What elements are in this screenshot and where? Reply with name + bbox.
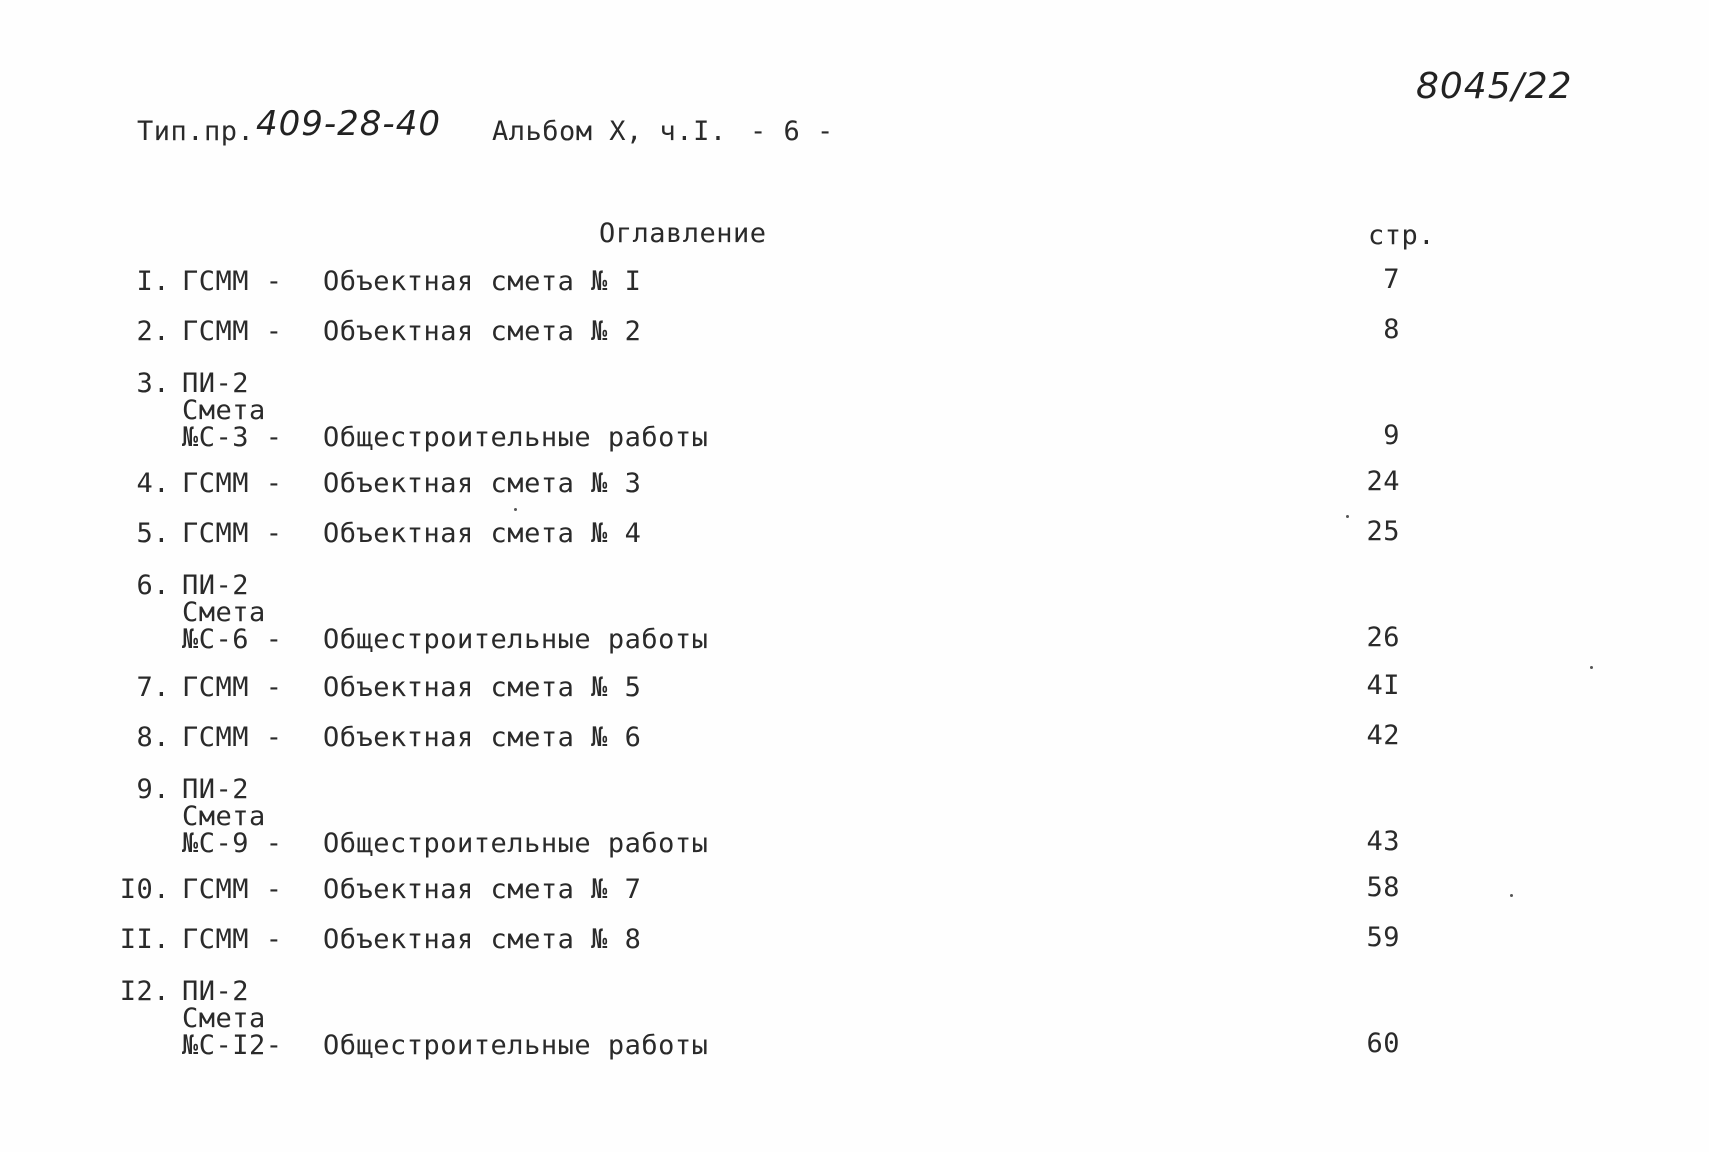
- toc-entry-code-line: №С-I2-: [182, 1030, 283, 1061]
- toc-entry-code-line: №С-9 -: [182, 828, 283, 859]
- toc-entry-code-line: №С-6 -: [182, 624, 283, 655]
- toc-entry-page: 4I: [1366, 670, 1400, 701]
- toc-entry-page: 7: [1383, 264, 1400, 295]
- toc-entry-code-line: Смета: [182, 1003, 266, 1034]
- toc-entry-code-line: ГСММ -: [182, 468, 283, 499]
- project-number-handwritten: 409-28-40: [256, 104, 441, 144]
- toc-entry-title: Объектная смета № 6: [323, 722, 642, 753]
- toc-entry-number: II.: [119, 924, 170, 955]
- toc-entry-page: 60: [1366, 1028, 1400, 1059]
- toc-entry-page: 58: [1366, 872, 1400, 903]
- toc-entry-title: Объектная смета № 3: [323, 468, 642, 499]
- toc-entry-title: Объектная смета № 5: [323, 672, 642, 703]
- toc-entry-code-line: ПИ-2: [182, 368, 250, 399]
- album-label: Альбом X, ч.I.: [492, 116, 727, 147]
- toc-entry-code-line: ГСММ -: [182, 874, 283, 905]
- toc-entry-code: [182, 370, 302, 451]
- toc-entry-title: Общестроительные работы: [323, 624, 709, 655]
- toc-entry-number: I0.: [119, 874, 170, 905]
- toc-entry-code-line: ГСММ -: [182, 266, 283, 297]
- toc-entry-title: Общестроительные работы: [323, 828, 709, 859]
- toc-entry-page: 8: [1383, 314, 1400, 345]
- toc-entry-number: 9.: [136, 774, 170, 805]
- toc-entry-title: Объектная смета № 7: [323, 874, 642, 905]
- page-column-label: стр.: [1368, 220, 1436, 251]
- toc-entry-page: 42: [1366, 720, 1400, 751]
- toc-entry-code-line: ГСММ -: [182, 722, 283, 753]
- toc-entry-code: [182, 572, 302, 653]
- toc-entry-code-line: Смета: [182, 801, 266, 832]
- toc-entry-number: I.: [136, 266, 170, 297]
- toc-entry-code: [182, 978, 302, 1059]
- project-prefix: Тип.пр.: [137, 116, 255, 147]
- toc-entry-code: [182, 470, 302, 497]
- scan-speck: [1346, 515, 1349, 518]
- toc-entry-page: 25: [1366, 516, 1400, 547]
- toc-entry-code: [182, 268, 302, 295]
- toc-entry-page: 26: [1366, 622, 1400, 653]
- toc-entry-number: 3.: [136, 368, 170, 399]
- toc-entry-code: [182, 926, 302, 953]
- toc-entry-code: [182, 318, 302, 345]
- toc-entry-title: Объектная смета № 2: [323, 316, 642, 347]
- scan-speck: [1510, 894, 1513, 897]
- toc-entry-number: 5.: [136, 518, 170, 549]
- toc-entry-page: 43: [1366, 826, 1400, 857]
- toc-entry-code-line: ПИ-2: [182, 570, 250, 601]
- toc-entry-page: 59: [1366, 922, 1400, 953]
- toc-entry-number: 8.: [136, 722, 170, 753]
- toc-entry-code: [182, 776, 302, 857]
- toc-entry-page: 24: [1366, 466, 1400, 497]
- toc-entry-code: [182, 724, 302, 751]
- toc-entry-number: I2.: [119, 976, 170, 1007]
- toc-entry-title: Объектная смета № 8: [323, 924, 642, 955]
- scan-speck: [514, 508, 517, 511]
- toc-entry-code-line: Смета: [182, 597, 266, 628]
- toc-entry-number: 6.: [136, 570, 170, 601]
- scan-speck: [1590, 666, 1593, 669]
- toc-entry-code-line: Смета: [182, 395, 266, 426]
- toc-entry-title: Общестроительные работы: [323, 422, 709, 453]
- toc-entry-number: 4.: [136, 468, 170, 499]
- toc-entry-code: [182, 520, 302, 547]
- toc-entry-code-line: №С-3 -: [182, 422, 283, 453]
- toc-entry-number: 2.: [136, 316, 170, 347]
- toc-entry-page: 9: [1383, 420, 1400, 451]
- toc-entry-title: Объектная смета № I: [323, 266, 642, 297]
- toc-entry-code-line: ПИ-2: [182, 976, 250, 1007]
- toc-entry-code-line: ГСММ -: [182, 672, 283, 703]
- toc-entry-code-line: ПИ-2: [182, 774, 250, 805]
- toc-entry-code-line: ГСММ -: [182, 316, 283, 347]
- toc-entry-code-line: ГСММ -: [182, 924, 283, 955]
- toc-entry-code-line: ГСММ -: [182, 518, 283, 549]
- toc-entry-number: 7.: [136, 672, 170, 703]
- page-number-label: - 6 -: [750, 116, 834, 147]
- toc-entry-title: Общестроительные работы: [323, 1030, 709, 1061]
- toc-entry-code: [182, 876, 302, 903]
- toc-entry-title: Объектная смета № 4: [323, 518, 642, 549]
- stamp-handwritten: 8045/22: [1416, 66, 1573, 107]
- toc-heading: Оглавление: [599, 218, 767, 249]
- toc-entry-code: [182, 674, 302, 701]
